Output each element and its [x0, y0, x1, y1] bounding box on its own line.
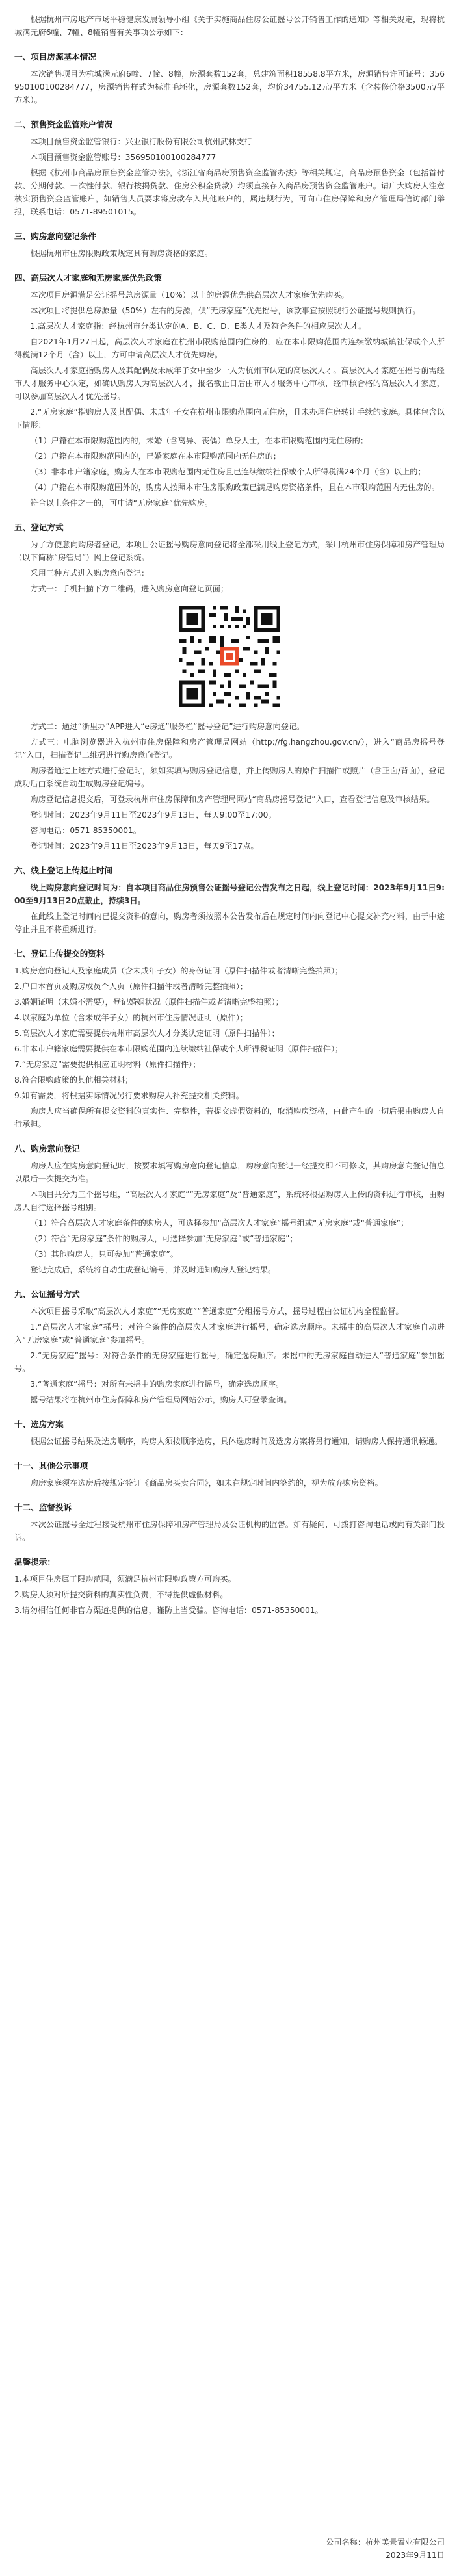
section-5-after-qr-line: 咨询电话：0571-85350001。: [30, 826, 141, 835]
section-9-line: 2.“无房家庭”摇号：对符合条件的无房家庭进行摇号，确定选房顺序。未摇中的无房家庭自动进入“普通家庭”参加摇号。: [14, 1351, 445, 1373]
section-6-body-2: 在此线上登记时间内已提交资料的意向，购房者须按照本公告发布后在规定时间内向登记中心提交补充材料，由于中途停止并且不将重新进行。: [14, 912, 445, 934]
section-5-line: 采用三种方式进入购房意向登记：: [30, 569, 150, 578]
section-7-item: 3.婚姻证明（未婚不需要），登记婚姻状况（原件扫描件或者清晰完整拍照）；: [14, 998, 283, 1007]
section-9-line: 1.“高层次人才家庭”摇号：对符合条件的高层次人才家庭进行摇号，确定选房顺序。未摇中的高层次人才家庭自动进入“无房家庭”或“普通家庭”参加摇号。: [14, 1322, 445, 1345]
section-7-item: 4.以家庭为单位（含未成年子女）的杭州市住房情况证明（原件）；: [14, 1013, 248, 1022]
section-2-line: 根据《杭州市商品房预售资金监管办法》，《浙江省商品房预售资金监管办法》等相关规定，商品房预售资金（包括首付款、分期付款、一次性付款、银行按揭贷款、住房公积金贷款）均须直接存入商品房预售资金监管账户。请广大购房人注意核实预售资金监管账户，如销售人员要求将房款存入其他账户的，属违规行为，可向市住房保障和房产管理局信访部门举报，联系电话：0571-89501015。: [14, 168, 445, 216]
section-9-title: 九、公证摇号方式: [14, 1289, 80, 1299]
section-1-title: 一、项目房源基本情况: [14, 52, 96, 62]
section-4-line: （3）非本市户籍家庭，购房人在本市限购范围内无住房且已连续缴纳社保或个人所得税满24个月（含）以上的；: [30, 467, 426, 476]
section-2-title: 二、预售资金监管账户情况: [14, 120, 113, 129]
qr-code-wrapper: [14, 602, 445, 711]
section-5-after-qr-line: 方式二：通过“浙里办”APP进入“e房通”服务栏“摇号登记”进行购房意向登记。: [30, 722, 305, 731]
section-3-body: 根据杭州市住房限购政策规定具有购房资格的家庭。: [30, 249, 213, 258]
section-8-line: 本项目共分为三个摇号组，“高层次人才家庭”“无房家庭”及“普通家庭”，系统将根据购房人上传的资料进行审核，由购房人自行选择摇号组别。: [14, 1190, 445, 1212]
section-5-after-qr-line: 登记时间：2023年9月11日至2023年9月13日，每天9:00至17:00。: [30, 810, 276, 819]
section-4-line: 自2021年1月27日起，高层次人才家庭在杭州市限购范围内住房的，应在本市限购范围内连续缴纳城镇社保或个人所得税满12个月（含）以上，方可申请高层次人才优先购房。: [14, 337, 445, 359]
section-4-line: 2.“无房家庭”指购房人及其配偶、未成年子女在杭州市限购范围内无住房，且未办理住房转让手续的家庭。具体包含以下情形：: [14, 407, 445, 430]
section-8-line: （2）符合“无房家庭”条件的购房人，可选择参加“无房家庭”或“普通家庭”；: [30, 1234, 298, 1243]
section-7-note: 购房人应当确保所有提交资料的真实性、完整性，若提交虚假资料的，取消购房资格，由此产生的一切后果由购房人自行承担。: [14, 1107, 445, 1129]
section-7-item: 6.非本市户籍家庭需要提供在本市限购范围内连续缴纳社保或个人所得税证明（原件扫描件）；: [14, 1044, 343, 1053]
section-4-line: 1.高层次人才家庭指：经杭州市分类认定的A、B、C、D、E类人才及符合条件的相应层次人才。: [30, 322, 367, 331]
section-5-after-qr-line: 购房者通过上述方式进行登记时，须如实填写购房登记信息，并上传购房人的原件扫描件或照片（含正面/背面），登记成功后由系统自动生成购房登记编号。: [14, 766, 445, 788]
section-5-after-qr-line: 登记时间：2023年9月11日至2023年9月13日，每天9至17点。: [30, 842, 259, 851]
section-1-body: 本次销售项目为杭城满元府6幢、7幢、8幢，房源套数152套，总建筑面积18558.8平方米，房源销售许可证号：356950100100284777，房源销售样式为标准毛坯化，房源套数152套，均价34755.12元/平方米（含装修价格3500元/平方米）。: [14, 70, 445, 105]
section-5-line: 方式一：手机扫描下方二维码，进入购房意向登记页面；: [30, 584, 229, 593]
publish-date: 2023年9月11日: [386, 2551, 445, 2560]
section-11-title: 十一、其他公示事项: [14, 1461, 88, 1471]
section-4-line: （1）户籍在本市限购范围内的，未婚（含离异、丧偶）单身人士，在本市限购范围内无住房的；: [30, 436, 369, 445]
intro-paragraph: 根据杭州市房地产市场平稳健康发展领导小组《关于实施商品住房公证摇号公开销售工作的通知》等相关规定，现将杭城满元府6幢、7幢、8幢销售有关事项公示如下：: [14, 15, 445, 37]
section-4-line: 高层次人才家庭指购房人及其配偶及未成年子女中至少一人为杭州市认定的高层次人才。高层次人才家庭在摇号前需经市人才服务中心认定，如确认购房人为高层次人才，报名截止日后由市人才服务中心审核，经审核合格的高层次人才家庭，可以参加高层次人才优先摇号。: [14, 366, 445, 401]
section-5-title: 五、登记方式: [14, 522, 64, 532]
tips-title: 温馨提示：: [14, 1557, 55, 1567]
section-4-line: （2）户籍在本市限购范围内的，已婚家庭在本市限购范围内无住房的；: [30, 452, 281, 461]
section-8-line: 购房人应在购房意向登记时，按要求填写购房意向登记信息，购房意向登记一经提交即不可修改，其购房意向登记信息以最后一次提交为准。: [14, 1161, 445, 1183]
section-8-line: （1）符合高层次人才家庭条件的购房人，可选择参加“高层次人才家庭”摇号组或“无房家庭”或“普通家庭”；: [30, 1218, 409, 1228]
section-9-line: 3.“普通家庭”摇号：对所有未摇中的购房家庭进行摇号，确定选房顺序。: [30, 1380, 284, 1389]
tips-line: 1.本项目住房属于限购范围，须满足杭州市限购政策方可购买。: [14, 1575, 236, 1584]
section-7-item: 9.如有需要，将根据实际情况另行要求购房人补充提交相关资料。: [14, 1091, 244, 1100]
section-7-item: 7.“无房家庭”需要提供相应证明材料（原件扫描件）；: [14, 1060, 201, 1069]
section-4-line: 符合以上条件之一的，可申请“无房家庭”优先购房。: [30, 498, 213, 508]
section-6-title: 六、线上登记上传起止时间: [14, 866, 113, 875]
section-7-item: 8.符合限购政策的其他相关材料；: [14, 1075, 133, 1085]
section-4-line: 本次项目房源满足公证摇号总房源量（10%）以上的房源优先供高层次人才家庭优先购买。: [30, 290, 349, 300]
section-7-title: 七、登记上传提交的资料: [14, 949, 105, 959]
section-9-line: 摇号结果将在杭州市住房保障和房产管理局网站公示，购房人可登录查询。: [30, 1395, 292, 1404]
section-9-line: 本次项目摇号采取“高层次人才家庭”“无房家庭”“普通家庭”分组摇号方式，摇号过程由公证机构全程监督。: [30, 1307, 404, 1316]
company-name: 公司名称：杭州美景置业有限公司: [326, 2538, 445, 2547]
section-12-title: 十二、监督投诉: [14, 1502, 72, 1512]
section-2-line: 本项目预售资金监管银行：兴业银行股份有限公司杭州武林支行: [30, 137, 252, 146]
section-8-title: 八、购房意向登记: [14, 1144, 80, 1153]
qr-code-icon: [175, 602, 284, 711]
registration-qr-code[interactable]: [175, 602, 284, 711]
section-5-after-qr-line: 方式三：电脑浏览器进入杭州市住房保障和房产管理局网站（http://fg.hangzhou.gov.cn/），进入“商品房摇号登记”入口，扫描登记二维码进行购房意向登记。: [14, 738, 445, 760]
section-7-item: 5.高层次人才家庭需要提供杭州市高层次人才分类认定证明（原件扫描件）；: [14, 1029, 280, 1038]
section-4-line: （4）户籍在本市限购范围外的，购房人按照本市住房限购政策已满足购房资格条件，且在本市限购范围内无住房的。: [30, 483, 439, 492]
section-4-title: 四、高层次人才家庭和无房家庭优先政策: [14, 273, 162, 283]
section-11-body: 购房家庭须在选房后按规定签订《商品房买卖合同》，如未在规定时间内签约的，视为放弃购房资格。: [30, 1478, 383, 1488]
section-2-line: 本项目预售资金监管账号：356950100100284777: [30, 153, 216, 162]
section-7-item: 1.购房意向登记人及家庭成员（含未成年子女）的身份证明（原件扫描件或者清晰完整拍照）；: [14, 966, 343, 975]
section-5-line: 为了方便意向购房者登记，本项目公证摇号购房意向登记将全部采用线上登记方式，采用杭州市住房保障和房产管理局（以下简称“房管局”）网上登记系统。: [14, 540, 445, 562]
section-10-title: 十、选房方案: [14, 1419, 64, 1429]
section-12-body: 本次公证摇号全过程接受杭州市住房保障和房产管理局及公证机构的监督。如有疑问，可拨打咨询电话或向有关部门投诉。: [14, 1520, 445, 1542]
tips-line: 2.购房人须对所提交资料的真实性负责，不得提供虚假材料。: [14, 1590, 228, 1599]
section-7-item: 2.户口本首页及购房成员个人页（原件扫描件或者清晰完整拍照）；: [14, 982, 248, 991]
signature-block: [326, 2536, 445, 2562]
section-8-line: 登记完成后，系统将自动生成登记编号，并及时通知购房人登记结果。: [30, 1265, 276, 1274]
tips-line: 3.请勿相信任何非官方渠道提供的信息，谨防上当受骗。咨询电话：0571-85350001。: [14, 1606, 323, 1615]
section-6-body: 线上购房意向登记时间为：自本项目商品住房预售公证摇号登记公告发布之日起，线上登记时间：2023年9月11日9:00至9月13日20点截止，持续3日。: [14, 883, 445, 905]
section-10-body: 根据公证摇号结果及选房顺序，购房人须按顺序选房，具体选房时间及选房方案将另行通知，请购房人保持通讯畅通。: [30, 1437, 443, 1446]
section-5-after-qr-line: 购房登记信息提交后，可登录杭州市住房保障和房产管理局网站“商品房摇号登记”入口，查看登记信息及审核结果。: [30, 795, 435, 804]
section-4-line: 本次项目将提供总房源量（50%）左右的房源，供“无房家庭”优先摇号，该款事宜按照现行公证摇号规则执行。: [30, 306, 421, 315]
section-8-line: （3）其他购房人，只可参加“普通家庭”。: [30, 1250, 178, 1259]
section-3-title: 三、购房意向登记条件: [14, 231, 96, 241]
